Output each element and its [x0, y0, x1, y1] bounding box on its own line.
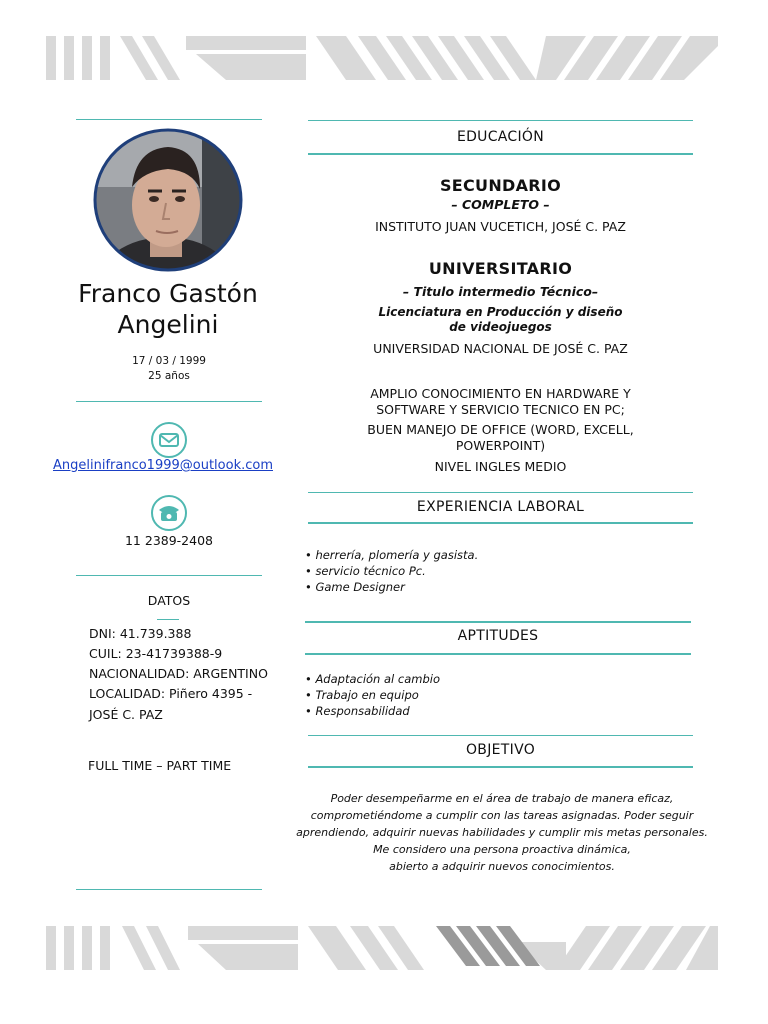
experiencia-rule-top [308, 492, 693, 493]
profile-photo [92, 127, 244, 273]
objetivo-line: comprometiéndome a cumplir con las tareas asignadas. Poder seguir [310, 809, 694, 822]
universitario-career [308, 305, 693, 335]
bottom-decorative-band [46, 926, 718, 970]
list-item: • herrería, plomería y gasista. [305, 548, 479, 562]
objetivo-rule-bottom [308, 766, 693, 768]
objetivo-line: Me considero una persona proactiva dinámica, [373, 843, 631, 856]
universitario-school: UNIVERSIDAD NACIONAL DE JOSÉ C. PAZ [373, 341, 628, 356]
phone-number: 11 2389-2408 [124, 533, 213, 548]
career-line-2: de videojuegos [449, 320, 552, 334]
educacion-rule-bottom [308, 153, 693, 155]
cuil: CUIL: 23-41739388-9 [89, 646, 223, 661]
list-item: • Game Designer [305, 580, 405, 594]
educacion-title: EDUCACIÓN [456, 129, 545, 145]
telephone-icon [151, 495, 187, 531]
left-rule-3 [76, 575, 262, 576]
experiencia-rule-bottom [308, 522, 693, 524]
universitario-status: – Titulo intermedio Técnico– [402, 284, 599, 299]
objetivo-text [292, 790, 712, 875]
extra-line-4: POWERPOINT) [455, 438, 546, 453]
left-rule-2 [76, 401, 262, 402]
envelope-icon [151, 422, 187, 458]
extra-line-2: SOFTWARE Y SERVICIO TECNICO EN PC; [376, 402, 625, 417]
universitario-title: UNIVERSITARIO [428, 259, 573, 278]
left-bottom-rule [76, 889, 262, 890]
list-item: • Responsabilidad [305, 704, 410, 718]
localidad-line-1: LOCALIDAD: Piñero 4395 - [89, 686, 253, 701]
educacion-rule-top [308, 120, 693, 121]
objetivo-line: Poder desempeñarme en el área de trabajo de manera eficaz, [330, 792, 674, 805]
nacionalidad: NACIONALIDAD: ARGENTINO [89, 666, 268, 681]
top-decorative-band [46, 36, 718, 80]
educacion-extra [308, 386, 693, 475]
dni: DNI: 41.739.388 [89, 626, 192, 641]
profile-name [46, 278, 290, 340]
objetivo-title: OBJETIVO [465, 742, 536, 758]
list-item: • servicio técnico Pc. [305, 564, 426, 578]
extra-line-1: AMPLIO CONOCIMIENTO EN HARDWARE Y [370, 386, 631, 401]
aptitudes-rule-bottom [305, 653, 691, 655]
birth-info [76, 354, 262, 384]
localidad-line-2: JOSÉ C. PAZ [89, 707, 163, 722]
datos-title: DATOS [147, 593, 191, 608]
aptitudes-title: APTITUDES [457, 628, 539, 644]
secundario-title: SECUNDARIO [439, 176, 562, 195]
age: 25 años [148, 370, 190, 382]
list-item: • Adaptación al cambio [305, 672, 441, 686]
objetivo-rule-top [308, 735, 693, 736]
disponibilidad: FULL TIME – PART TIME [88, 758, 232, 773]
birthdate: 17 / 03 / 1999 [132, 355, 206, 367]
objetivo-line: aprendiendo, adquirir nuevas habilidades y cumplir mis metas personales. [296, 826, 708, 839]
list-item: • Trabajo en equipo [305, 688, 419, 702]
objetivo-line: abierto a adquirir nuevos conocimientos. [389, 860, 615, 873]
aptitudes-rule-top [305, 621, 691, 623]
secundario-school: INSTITUTO JUAN VUCETICH, JOSÉ C. PAZ [375, 219, 626, 234]
aptitudes-list [305, 671, 440, 719]
career-line-1: Licenciatura en Producción y diseño [378, 305, 623, 319]
name-line-1: Franco Gastón [78, 279, 258, 308]
datos-underline [157, 619, 179, 620]
email-link[interactable]: Angelinifranco1999@outlook.com [52, 458, 273, 473]
extra-line-3: BUEN MANEJO DE OFFICE (WORD, EXCELL, [367, 422, 634, 437]
left-top-rule [76, 119, 262, 120]
experiencia-list [305, 547, 478, 595]
experiencia-title: EXPERIENCIA LABORAL [416, 499, 585, 515]
secundario-status: – COMPLETO – [451, 197, 550, 212]
extra-line-5: NIVEL INGLES MEDIO [434, 459, 567, 474]
name-line-2: Angelini [117, 310, 219, 339]
